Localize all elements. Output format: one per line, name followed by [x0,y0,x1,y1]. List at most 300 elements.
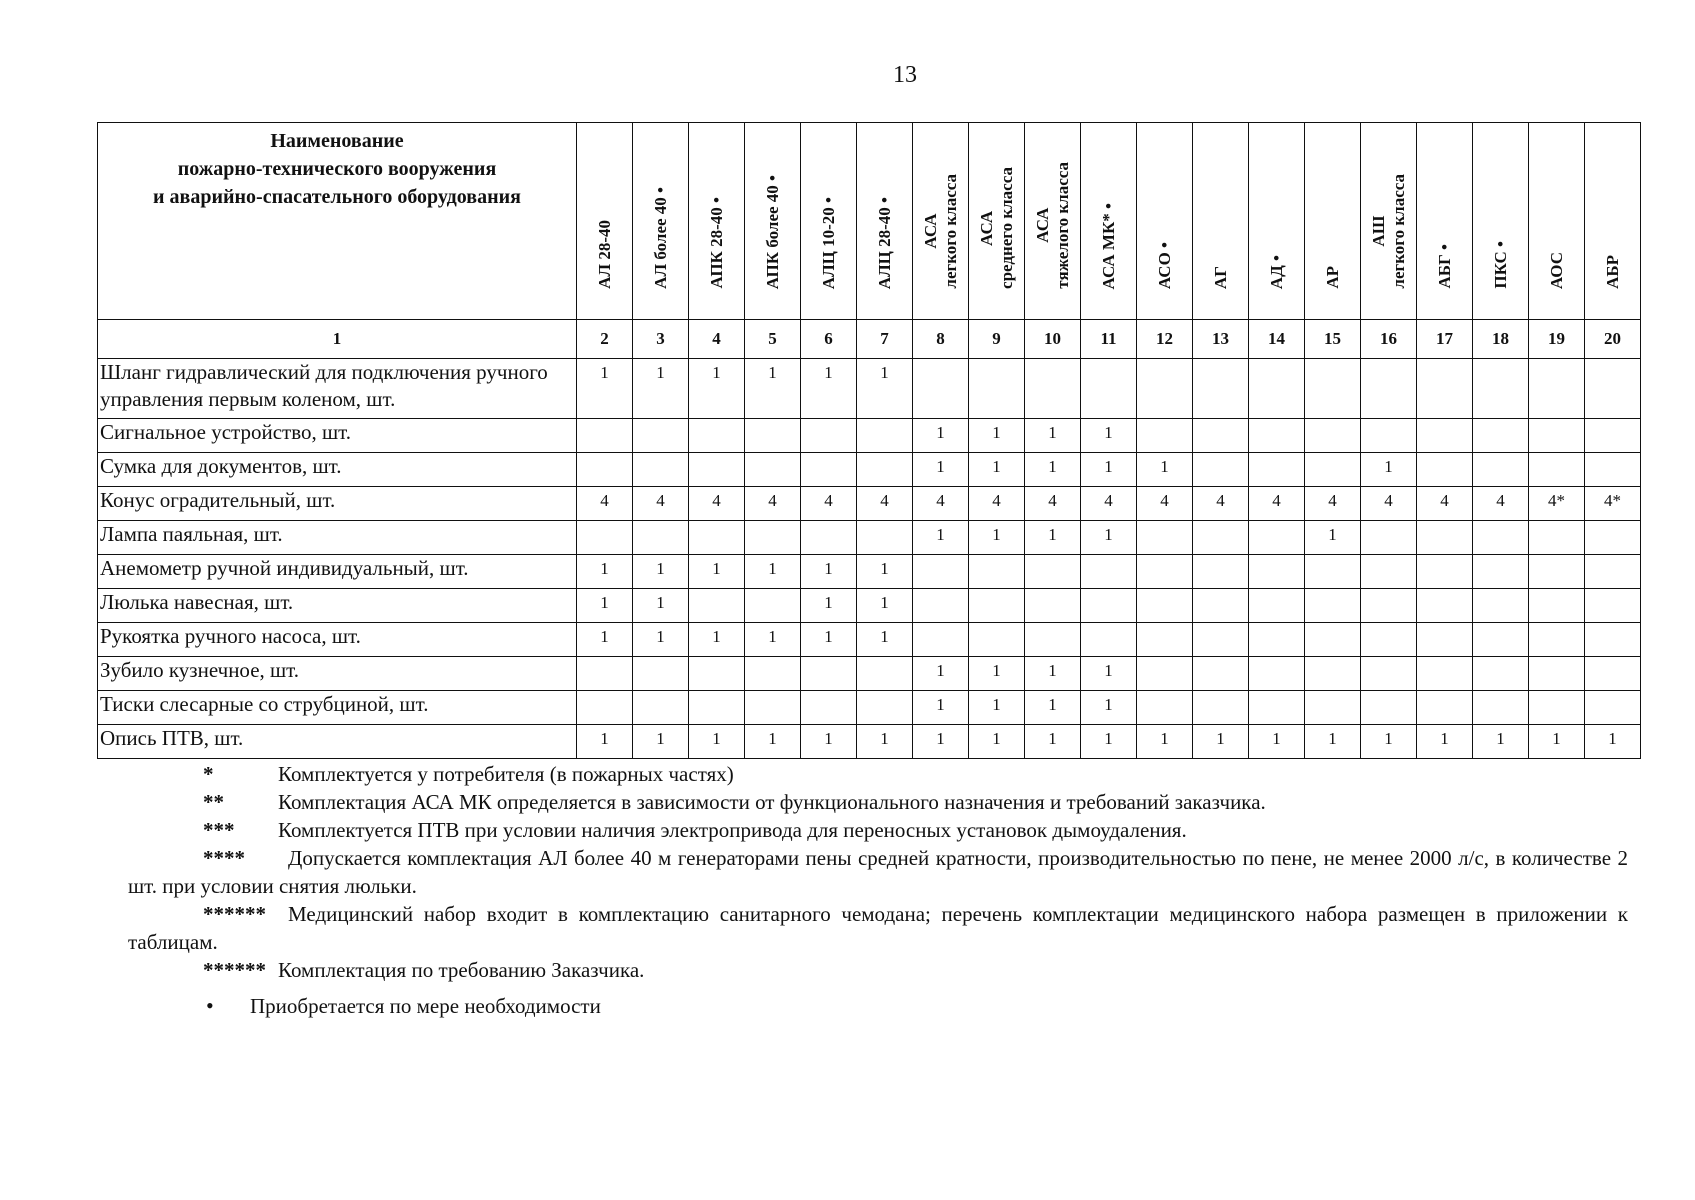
table-cell: 1 [1025,521,1081,555]
row-name: Лампа паяльная, шт. [98,521,577,555]
table-cell [1361,589,1417,623]
footnote [128,760,1628,788]
column-label: АР [1322,266,1342,289]
table-header-row [98,123,1641,320]
table-cell: 4 [1417,487,1473,521]
table-cell [913,555,969,589]
table-cell [577,453,633,487]
column-header [1361,123,1417,320]
table-cell [1305,419,1361,453]
table-cell: 1 [745,725,801,759]
table-cell [1249,453,1305,487]
table-cell: 1 [745,359,801,419]
table-cell [1529,691,1585,725]
table-cell [633,657,689,691]
row-name: Конус оградительный, шт. [98,487,577,521]
table-body [98,320,1641,759]
footnote [128,816,1628,844]
table-cell [745,453,801,487]
row-name: Шланг гидравлический для подключения ручного управления первым коленом, шт. [98,359,577,419]
table-cell: 4 [969,487,1025,521]
table-cell [913,589,969,623]
table-row [98,623,1641,657]
table-cell [1529,555,1585,589]
column-number: 8 [913,320,969,359]
column-label: АСА [1032,208,1052,244]
table-cell [1305,691,1361,725]
table-cell [1081,555,1137,589]
table-cell [1417,453,1473,487]
table-cell: 1 [801,359,857,419]
table-cell [1305,453,1361,487]
table-cell [913,359,969,419]
column-label: АБГ • [1434,244,1454,289]
table-cell [1361,691,1417,725]
column-header [1305,123,1361,320]
column-number: 18 [1473,320,1529,359]
column-number: 11 [1081,320,1137,359]
table-cell: 1 [857,623,913,657]
table-cell [1249,589,1305,623]
table-cell [1249,555,1305,589]
name-column-header [98,123,577,320]
column-number: 5 [745,320,801,359]
column-number: 9 [969,320,1025,359]
footnote-text: Комплектация по требованию Заказчика. [278,958,645,982]
table-cell: 4 [1473,487,1529,521]
table-cell: 1 [801,623,857,657]
footnote [128,844,1628,900]
table-cell [1529,657,1585,691]
table-cell [1193,419,1249,453]
table-cell [1417,419,1473,453]
table-cell [1025,589,1081,623]
table-cell [1305,589,1361,623]
column-number: 15 [1305,320,1361,359]
row-name: Зубило кузнечное, шт. [98,657,577,691]
table-cell [1529,589,1585,623]
header-line: Наименование [270,130,404,152]
table-row [98,453,1641,487]
table-cell [1305,359,1361,419]
footnote-text: Комплектуется ПТВ при условии наличия электропривода для переносных установок дымоудаления. [278,818,1187,842]
column-header [745,123,801,320]
table-cell: 1 [745,555,801,589]
column-number: 2 [577,320,633,359]
table-cell [1529,521,1585,555]
table-cell: 1 [1305,521,1361,555]
table-cell: 4 [689,487,745,521]
table-cell [1473,691,1529,725]
column-header [1417,123,1473,320]
table-cell: 1 [1081,725,1137,759]
table-cell [1585,555,1641,589]
footnote [128,900,1628,956]
column-label: АСА МК* • [1098,202,1118,289]
table-cell: 4 [801,487,857,521]
footnote-text: Комплектация АСА МК определяется в зависимости от функционального назначения и требований заказчика. [278,790,1266,814]
table-cell: 1 [913,657,969,691]
table-cell [1585,623,1641,657]
table-cell: 1 [1137,453,1193,487]
table-cell: 1 [857,589,913,623]
table-cell: 1 [913,419,969,453]
row-name: Рукоятка ручного насоса, шт. [98,623,577,657]
table-cell: 1 [1529,725,1585,759]
table-cell [1081,359,1137,419]
footnote-mark: **** [203,846,245,870]
row-name: Люлька навесная, шт. [98,589,577,623]
table-cell [1249,521,1305,555]
table-cell [1585,691,1641,725]
column-label: АСО • [1154,241,1174,289]
column-number: 13 [1193,320,1249,359]
column-header [969,123,1025,320]
table-cell: 1 [1193,725,1249,759]
table-cell [1417,359,1473,419]
table-cell [1025,623,1081,657]
table-cell: 1 [577,555,633,589]
table-cell: 1 [633,359,689,419]
table-cell: 1 [969,691,1025,725]
table-cell: 1 [969,657,1025,691]
table-cell [745,521,801,555]
equipment-table [97,122,1641,759]
column-header [633,123,689,320]
table-cell: 1 [1361,453,1417,487]
table-cell: 1 [577,359,633,419]
table-cell [1417,521,1473,555]
table-cell [1249,623,1305,657]
table-cell [745,419,801,453]
table-cell: 1 [1081,453,1137,487]
footnote-mark: ** [203,790,224,814]
table-cell [1361,623,1417,657]
table-cell [1417,691,1473,725]
table-cell [1193,453,1249,487]
table-cell: 1 [633,589,689,623]
table-cell [801,419,857,453]
column-number: 17 [1417,320,1473,359]
table-cell: 1 [633,725,689,759]
column-header [857,123,913,320]
table-cell [857,521,913,555]
table-cell [1305,657,1361,691]
table-cell [1473,555,1529,589]
table-cell [689,691,745,725]
table-row [98,725,1641,759]
table-cell [577,419,633,453]
column-header [1473,123,1529,320]
table-cell [1361,359,1417,419]
bullet-icon: • [206,993,214,1018]
table-cell [1193,657,1249,691]
table-cell [1081,589,1137,623]
table-row [98,487,1641,521]
table-cell: 1 [745,623,801,657]
table-cell [969,359,1025,419]
column-label: АЛЦ 28-40 • [874,196,894,289]
table-cell [689,419,745,453]
table-cell [689,453,745,487]
table-cell: 1 [913,521,969,555]
table-cell [1473,453,1529,487]
table-cell [1249,691,1305,725]
table-cell: 1 [1249,725,1305,759]
table-cell [1137,359,1193,419]
table-cell: 1 [969,453,1025,487]
column-header [1081,123,1137,320]
table-cell [913,623,969,657]
table-cell [801,521,857,555]
table-cell: 1 [1417,725,1473,759]
table-cell [1025,555,1081,589]
column-label: АПК более 40 • [762,174,782,289]
table-cell [633,691,689,725]
table-cell [1417,623,1473,657]
table-cell [1585,521,1641,555]
column-number: 12 [1137,320,1193,359]
table-cell [857,657,913,691]
column-header [1585,123,1641,320]
row-name: Сигнальное устройство, шт. [98,419,577,453]
table-cell [1585,419,1641,453]
table-row [98,419,1641,453]
table-cell: 1 [913,691,969,725]
table-cell [1473,521,1529,555]
table-cell [1193,691,1249,725]
column-label: АПК 28-40 • [706,197,726,289]
table-cell: 1 [801,725,857,759]
column-header [577,123,633,320]
column-label: АД • [1266,254,1286,289]
column-header [1025,123,1081,320]
table-cell: 1 [969,725,1025,759]
table-cell [1305,623,1361,657]
table-cell: 1 [1025,691,1081,725]
table-cell: 1 [689,623,745,657]
column-number: 3 [633,320,689,359]
table-cell [1137,555,1193,589]
table-cell [577,691,633,725]
table-cell [1529,359,1585,419]
table-cell: 4 [913,487,969,521]
table-cell: 1 [633,555,689,589]
table-cell [577,657,633,691]
table-cell [1137,623,1193,657]
column-header [1137,123,1193,320]
table-cell: 1 [801,555,857,589]
column-number: 6 [801,320,857,359]
column-header [689,123,745,320]
column-number: 10 [1025,320,1081,359]
table-cell: 1 [1361,725,1417,759]
footnotes [128,760,1628,1020]
table-cell [633,521,689,555]
table-cell [1585,657,1641,691]
table-cell: 1 [1473,725,1529,759]
table-cell [969,589,1025,623]
table-cell: 4 [857,487,913,521]
table-cell: 1 [857,725,913,759]
column-label: АБР [1602,255,1622,289]
column-label: АСА [976,210,996,246]
table-cell [1417,657,1473,691]
bullet-note [128,992,1628,1020]
table-cell: 1 [577,589,633,623]
table-cell: 1 [1081,657,1137,691]
table-cell [633,419,689,453]
table-cell: 1 [1585,725,1641,759]
table-cell [1529,453,1585,487]
table-cell [1473,623,1529,657]
table-cell [745,589,801,623]
table-row [98,589,1641,623]
table-cell [689,657,745,691]
table-cell: 1 [1025,419,1081,453]
table-cell [1361,657,1417,691]
table-cell [1025,359,1081,419]
table-cell: 1 [969,521,1025,555]
table-cell [1361,555,1417,589]
table-cell [1417,555,1473,589]
column-number: 20 [1585,320,1641,359]
table-cell: 1 [1025,725,1081,759]
table-cell [633,453,689,487]
table-cell [1473,359,1529,419]
column-header [1249,123,1305,320]
column-sublabel: легкого класса [940,174,960,289]
table-cell [1305,555,1361,589]
table-cell: 1 [1137,725,1193,759]
table-cell: 1 [689,555,745,589]
table-cell [1193,623,1249,657]
column-number: 4 [689,320,745,359]
column-header [1529,123,1585,320]
table-row [98,521,1641,555]
table-cell [1137,589,1193,623]
table-cell [1193,555,1249,589]
table-cell [689,589,745,623]
table-cell [857,453,913,487]
table-cell: 1 [689,359,745,419]
footnote-mark: *** [203,818,235,842]
table-cell [1249,657,1305,691]
table-cell [1193,521,1249,555]
table-cell [1473,589,1529,623]
table-row [98,555,1641,589]
row-name: Анемометр ручной индивидуальный, шт. [98,555,577,589]
table-row [98,657,1641,691]
column-label: АГ [1210,265,1230,289]
table-cell: 1 [1025,657,1081,691]
table-cell: 1 [857,555,913,589]
table-cell: 1 [1305,725,1361,759]
column-label: АЛ 28-40 [594,220,614,289]
column-header [913,123,969,320]
column-sublabel: легкого класса [1388,174,1408,289]
table-cell: 4 [1081,487,1137,521]
table-cell [1137,657,1193,691]
footnote-text: Комплектуется у потребителя (в пожарных частях) [278,762,734,786]
column-number: 1 [98,320,577,359]
header-line: пожарно-технического вооружения [177,158,497,180]
column-number-row [98,320,1641,359]
column-number: 14 [1249,320,1305,359]
footnote-text: Медицинский набор входит в комплектацию санитарного чемодана; перечень комплектации медицинского набора размещен в приложении к таблицам. [128,902,1628,954]
table-row [98,691,1641,725]
table-cell [969,623,1025,657]
table-cell: 4 [1193,487,1249,521]
table-cell [1417,589,1473,623]
column-label: АЛЦ 10-20 • [818,196,838,289]
table-cell [1193,359,1249,419]
table-cell [801,691,857,725]
table-cell [1585,589,1641,623]
header-line: и аварийно-спасательного оборудования [153,186,521,208]
table-cell [801,453,857,487]
table-cell: 1 [801,589,857,623]
column-number: 19 [1529,320,1585,359]
column-label: АЛ более 40 • [650,187,670,289]
table-cell: 1 [689,725,745,759]
column-label: АСА [920,214,940,250]
table-cell [689,521,745,555]
column-sublabel: тяжелого класса [1052,162,1072,289]
column-header [1193,123,1249,320]
table-cell: 1 [913,725,969,759]
table-cell: 4* [1585,487,1641,521]
table-cell [969,555,1025,589]
table-cell: 1 [1081,521,1137,555]
table-cell: 1 [1025,453,1081,487]
column-number: 7 [857,320,913,359]
column-label: ПКС • [1490,241,1510,289]
table-cell [1361,521,1417,555]
table-cell [1585,359,1641,419]
table-cell: 1 [969,419,1025,453]
table-cell [745,691,801,725]
table-cell: 4 [1025,487,1081,521]
table-row [98,359,1641,419]
table-cell [1193,589,1249,623]
footnote-text: Допускается комплектация АЛ более 40 м генераторами пены средней кратности, производительностью по пене, не менее 2000 л/с, в количестве 2 шт. при условии снятия люльки. [128,846,1628,898]
table-cell: 4 [745,487,801,521]
table-cell [1473,419,1529,453]
table-cell [1137,691,1193,725]
table-cell [857,419,913,453]
table-cell [857,691,913,725]
table-cell: 4 [1137,487,1193,521]
table-cell [1137,521,1193,555]
table-cell [1529,419,1585,453]
column-label: АОС [1546,251,1566,289]
bullet-note-text: Приобретается по мере необходимости [250,994,601,1018]
table-cell: 4 [1249,487,1305,521]
table-cell [1361,419,1417,453]
table-cell [1137,419,1193,453]
table-cell: 4 [1305,487,1361,521]
footnote [128,788,1628,816]
table-cell: 1 [857,359,913,419]
table-cell: 1 [1081,691,1137,725]
column-label: АШ [1368,216,1388,248]
table-cell: 1 [913,453,969,487]
footnote [128,956,1628,984]
table-cell: 1 [577,725,633,759]
row-name: Сумка для документов, шт. [98,453,577,487]
table-cell [1473,657,1529,691]
